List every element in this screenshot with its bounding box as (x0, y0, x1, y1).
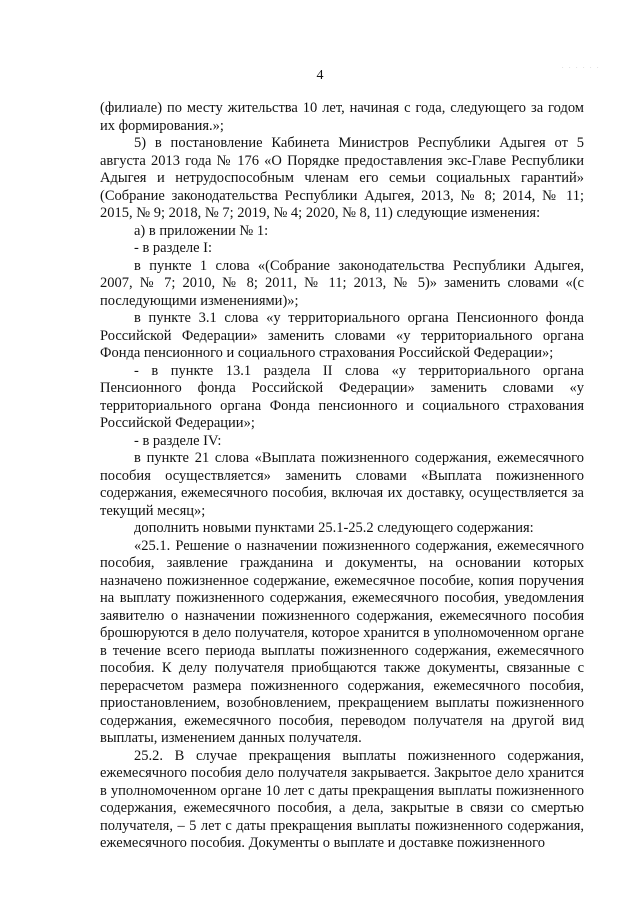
paragraph-section-4: - в разделе IV: (134, 432, 222, 449)
page-number: 4 (316, 68, 324, 83)
header-mark: . . . . . . (562, 64, 601, 70)
paragraph-point-3-1: в пункте 3.1 слова «у территориального органа Пенсионного фонда Российской Федерации» заменить словами «у территориального органа Фонда пенсионного и социального страхования Российской Федерации»; (100, 310, 584, 361)
document-body (100, 100, 584, 853)
paragraph-point-13-1: - в пункте 13.1 раздела II слова «у территориального органа Пенсионного фонда Российской Федерации» заменить словами «у территориального органа Фонда пенсионного и социального страхования Российской Федерации»; (100, 362, 584, 431)
paragraph-add-points: дополнить новыми пунктами 25.1-25.2 следующего содержания: (134, 520, 534, 536)
paragraph-point-1: в пункте 1 слова «(Собрание законодательства Республики Адыгея, 2007, № 7; 2010, № 8; 2011, № 11; 2013, № 5)» заменить словами «(с последующими изменениями)»; (100, 257, 584, 309)
paragraph-section-1: - в разделе I: (134, 240, 213, 256)
paragraph-point-21: в пункте 21 слова «Выплата пожизненного содержания, ежемесячного пособия осуществляется» заменить словами «Выплата пожизненного содержания, ежемесячного пособия, включая их доставку, осуществляется за текущий месяц»; (100, 450, 584, 519)
paragraph-item-5: 5) в постановление Кабинета Министров Республики Адыгея от 5 августа 2013 года № 176 «О Порядке предоставления экс-Главе Республики Адыгея и нетрудоспособным членам его семьи социальных гарантий» (Собрание законодательства Республики Адыгея, 2013, № 8; 2014, № 11; 2015, № 9; 2018, № 7; 2019, № 4; 2020, № 8, 11) следующие изменения: (100, 135, 584, 221)
paragraph-continuation: (филиале) по месту жительства 10 лет, начиная с года, следующего за годом их формирования.»; (100, 100, 584, 134)
paragraph-point-25-1: «25.1. Решение о назначении пожизненного содержания, ежемесячного пособия, заявление гражданина и документы, на основании которых назначено пожизненное содержание, ежемесячное пособие, копия поручения на выплату пожизненного содержания, ежемесячного пособия, уведомления заявителю о назначении пожизненного содержания, ежемесячного пособия брошюруются в дело получателя, которое хранится в уполномоченном органе в течение всего периода выплаты пожизненного содержания, ежемесячного пособия. К делу получателя приобщаются также документы, связанные с перерасчетом размера пожизненного содержания, ежемесячного пособия, приостановлением, возобновлением, прекращением выплаты пожизненного содержания, ежемесячного пособия, переводом получателя на другой вид выплаты, изменением данных получателя. (100, 537, 584, 746)
paragraph-subitem-a: а) в приложении № 1: (134, 222, 269, 239)
paragraph-point-25-2: 25.2. В случае прекращения выплаты пожизненного содержания, ежемесячного пособия дело получателя закрывается. Закрытое дело хранится в уполномоченном органе 10 лет с даты прекращения выплаты пожизненного содержания, ежемесячного пособия, а дела, закрытые в связи со смертью получателя, – 5 лет с даты прекращения выплаты пожизненного содержания, ежемесячного пособия. Документы о выплате и доставке пожизненного (100, 747, 584, 851)
